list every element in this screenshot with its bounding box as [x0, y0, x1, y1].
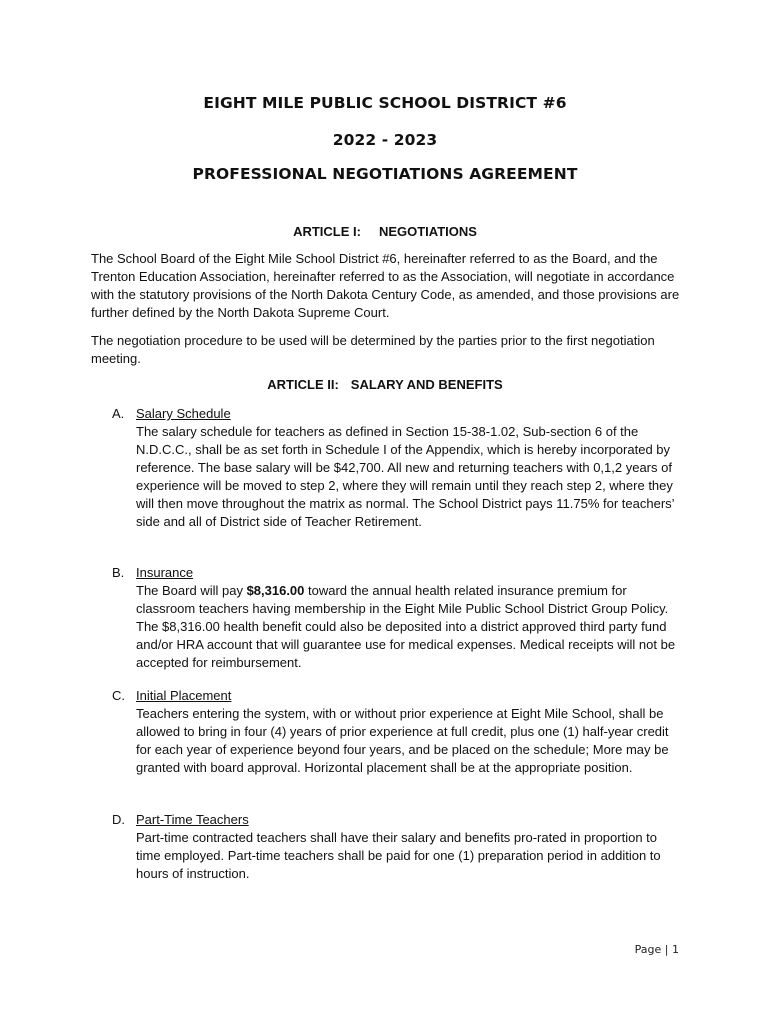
section-b-body-start: The Board will pay [136, 583, 247, 598]
article-2-title: SALARY AND BENEFITS [350, 377, 503, 392]
page-number: Page | 1 [634, 943, 679, 956]
section-c-body: Teachers entering the system, with or without prior experience at Eight Mile School, shall be allowed to bring in four (4) years of prior experience at full credit, plus one (1) half-year credit for each year of experience beyond four years, and be placed on the schedule; More may be granted with board approval. Horizontal placement shall be at the appropriate position. [136, 706, 669, 775]
section-d-letter: D. [112, 812, 125, 827]
section-b-letter: B. [112, 565, 125, 580]
section-a-body: The salary schedule for teachers as defined in Section 15-38-1.02, Sub-section 6 of the N.D.C.C., shall be as set forth in Schedule I of the Appendix, which is hereby incorporated by reference. The base salary will be $42,700. All new and returning teachers with 0,1,2 years of experience will be moved to step 2, where they will remain until they reach step 2, where they will then move throughout the matrix as normal. The School District pays 11.75% for teachers’ side and all of District side of Teacher Retirement. [136, 424, 675, 529]
section-b-body-end: toward the annual health related insurance premium for classroom teachers having membership in the Eight Mile Public School District Group Policy. The $8,316.00 health benefit could also be deposited into a district approved third party fund and/or HRA account that will guarantee use for medical expenses. Medical receipts will not be accepted for reimbursement. [136, 583, 676, 670]
article-1-paragraph-2: The negotiation procedure to be used will be determined by the parties prior to the first negotiation meeting. [91, 333, 655, 366]
article-2-heading [0, 377, 770, 392]
section-c-heading: Initial Placement [136, 688, 232, 703]
article-1-heading [0, 224, 770, 239]
section-a-heading: Salary Schedule [136, 406, 231, 421]
year-title: 2022 - 2023 [332, 131, 438, 149]
agreement-title: PROFESSIONAL NEGOTIATIONS AGREEMENT [192, 165, 578, 183]
section-b-heading: Insurance [136, 565, 194, 580]
section-b-body [136, 582, 682, 672]
article-2-number: ARTICLE II: [267, 377, 339, 392]
section-d-body: Part-time contracted teachers shall have their salary and benefits pro-rated in proportion to time employed. Part-time teachers shall be paid for one (1) preparation period in addition to hours of instruction. [136, 830, 661, 881]
section-c-letter: C. [112, 688, 125, 703]
article-1-title: NEGOTIATIONS [378, 224, 477, 239]
article-1-number: ARTICLE I: [293, 224, 361, 239]
district-title: EIGHT MILE PUBLIC SCHOOL DISTRICT #6 [203, 94, 567, 112]
article-1-paragraph-1: The School Board of the Eight Mile School District #6, hereinafter referred to as the Board, and the Trenton Education Association, hereinafter referred to as the Association, will negotiate in accordance with the statutory provisions of the North Dakota Century Code, as amended, and those provisions are further defined by the North Dakota Supreme Court. [91, 251, 680, 320]
insurance-amount: $8,316.00 [246, 583, 305, 598]
section-d-heading: Part-Time Teachers [136, 812, 249, 827]
section-a-letter: A. [112, 406, 125, 421]
